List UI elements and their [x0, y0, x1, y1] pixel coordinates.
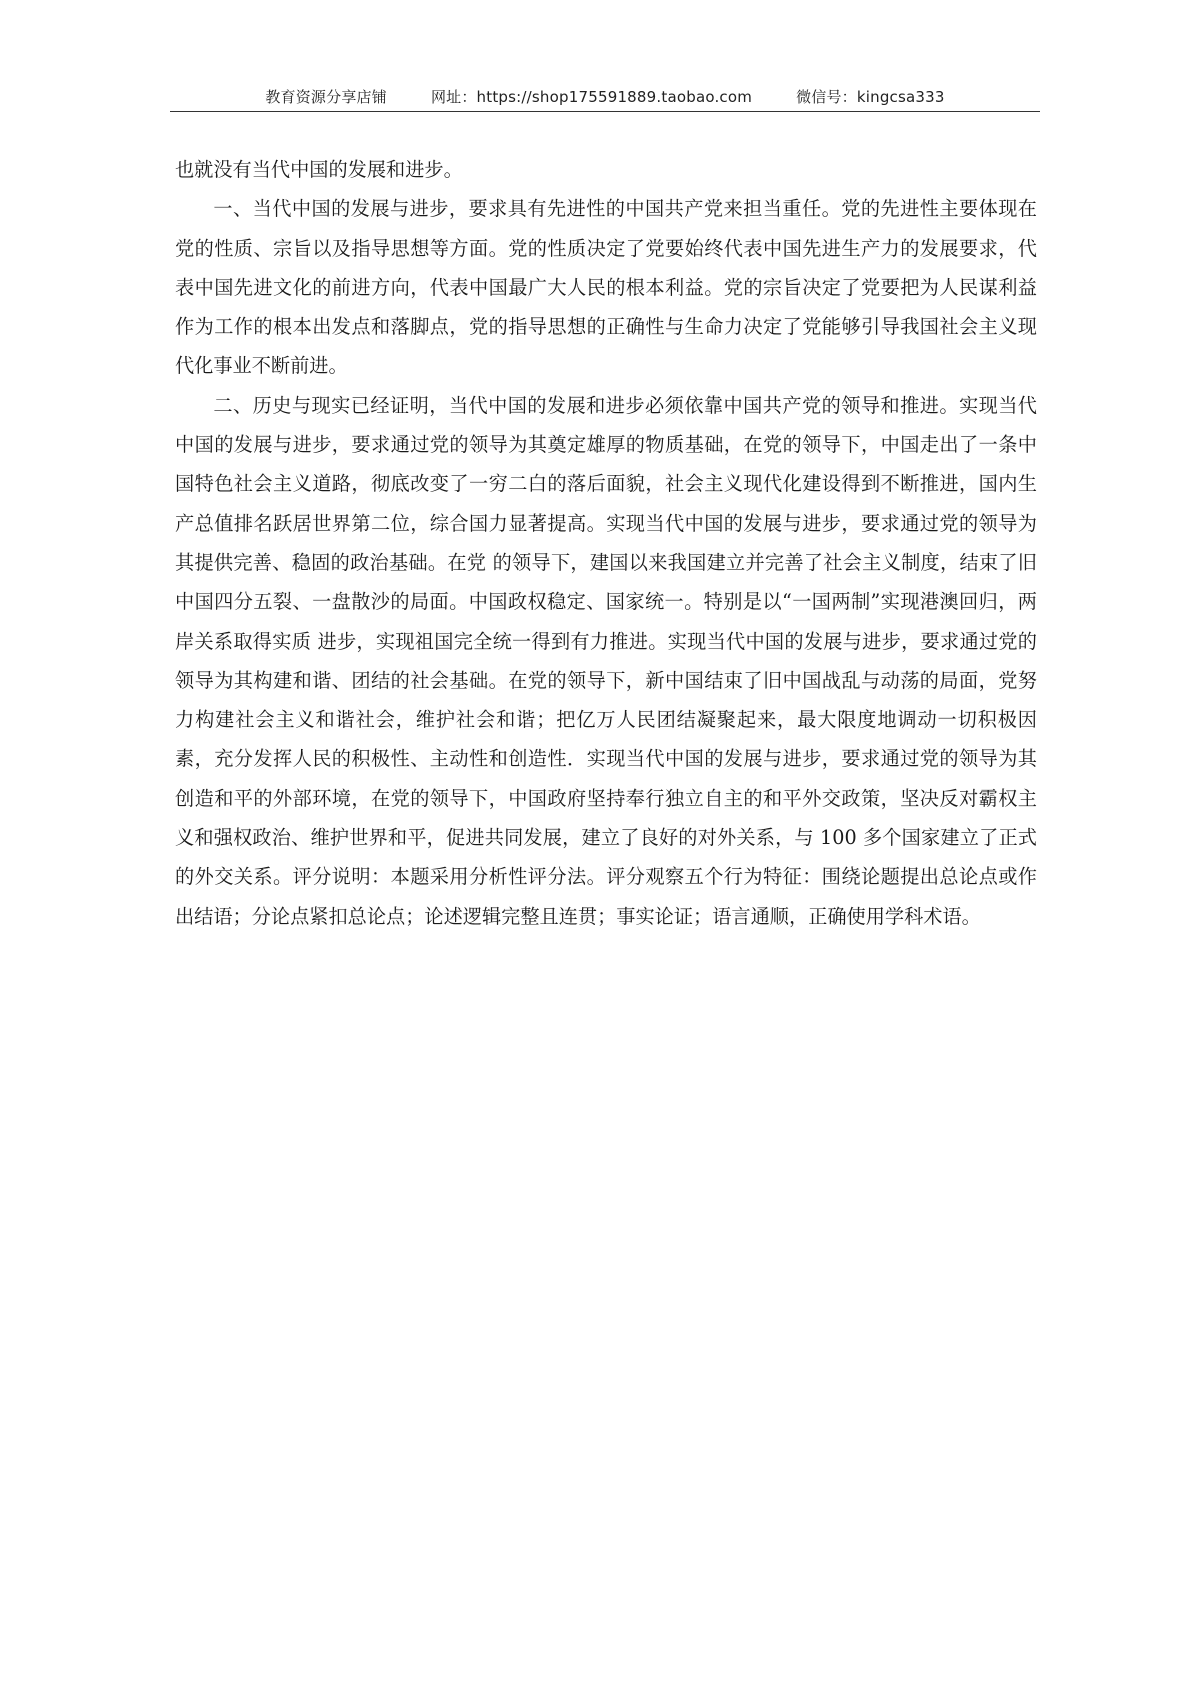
- paragraph-point-two: 二、历史与现实已经证明，当代中国的发展和进步必须依靠中国共产党的领导和推进。实现当代中国的发展与进步，要求通过党的领导为其奠定雄厚的物质基础，在党的领导下，中国走出了一条中国特色社会主义道路，彻底改变了一穷二白的落后面貌，社会主义现代化建设得到不断推进，国内生产总值排名跃居世界第二位，综合国力显著提高。实现当代中国的发展与进步，要求通过党的领导为其提供完善、稳固的政治基础。在党 的领导下，建国以来我国建立并完善了社会主义制度，结束了旧中国四分五裂、一盘散沙的局面。中国政权稳定、国家统一。特别是以“一国两制”实现港澳回归，两岸关系取得实质 进步，实现祖国完全统一得到有力推进。实现当代中国的发展与进步，要求通过党的领导为其构建和谐、团结的社会基础。在党的领导下，新中国结束了旧中国战乱与动荡的局面，党努力构建社会主义和谐社会，维护社会和谐；把亿万人民团结凝聚起来，最大限度地调动一切积极因素，充分发挥人民的积极性、主动性和创造性．实现当代中国的发展与进步，要求通过党的领导为其创造和平的外部环境，在党的领导下，中国政府坚持奉行独立自主的和平外交政策，坚决反对霸权主义和强权政治、维护世界和平，促进共同发展，建立了良好的对外关系，与 100 多个国家建立了正式的外交关系。评分说明：本题采用分析性评分法。评分观察五个行为特征：围绕论题提出总论点或作出结语；分论点紧扣总论点；论述逻辑完整且连贯；事实论证；语言通顺，正确使用学科术语。: [175, 393, 1037, 928]
- page-header: [170, 86, 1040, 107]
- header-shop-name: 教育资源分享店铺: [265, 88, 387, 106]
- header-url: 网址：https://shop175591889.taobao.com: [430, 88, 753, 106]
- header-wechat: 微信号：kingcsa333: [796, 88, 945, 106]
- header-divider: [170, 111, 1040, 112]
- document-body: [175, 150, 1037, 936]
- paragraph-continuation: 也就没有当代中国的发展和进步。: [175, 158, 463, 181]
- paragraph-point-one: 一、当代中国的发展与进步，要求具有先进性的中国共产党来担当重任。党的先进性主要体现在党的性质、宗旨以及指导思想等方面。党的性质决定了党要始终代表中国先进生产力的发展要求，代表中国先进文化的前进方向，代表中国最广大人民的根本利益。党的宗旨决定了党要把为人民谋利益作为工作的根本出发点和落脚点，党的指导思想的正确性与生命力决定了党能够引导我国社会主义现代化事业不断前进。: [175, 197, 1037, 378]
